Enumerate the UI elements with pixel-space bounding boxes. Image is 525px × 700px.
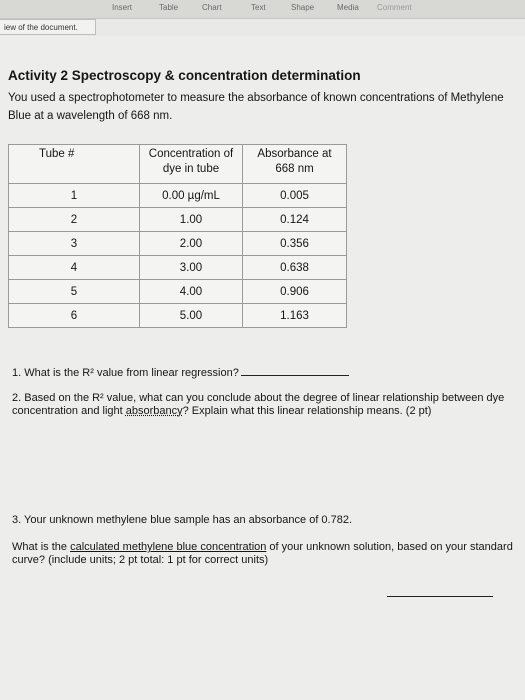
table-row <box>9 208 347 232</box>
question-2-text-b: ? Explain what this linear relationship means. (2 pt) <box>182 405 432 417</box>
cell-tube: 1 <box>9 184 140 208</box>
cell-absorbance: 0.124 <box>243 208 347 232</box>
toolbar-comment[interactable]: Comment <box>377 3 412 12</box>
view-banner: iew of the document. <box>0 19 96 35</box>
question-4-underlined: calculated methylene blue concentration <box>70 541 267 553</box>
data-table <box>8 144 347 328</box>
table-row <box>9 232 347 256</box>
table-row <box>9 256 347 280</box>
cell-concentration: 5.00 <box>140 304 243 328</box>
answer-blank-2[interactable] <box>387 596 493 597</box>
toolbar-table[interactable]: Table <box>159 3 179 12</box>
cell-concentration: 0.00 µg/mL <box>140 184 243 208</box>
cell-concentration: 2.00 <box>140 232 243 256</box>
header-absorbance-text: Absorbance at 668 nm <box>257 148 332 175</box>
question-3: 3. Your unknown methylene blue sample has an absorbance of 0.782. <box>12 514 353 526</box>
cell-tube: 4 <box>9 256 140 280</box>
table-header-row <box>9 145 347 184</box>
cell-tube: 6 <box>9 304 140 328</box>
question-4-text-b: of your unknown solution, based on your standard curve? (include units; 2 pt total: 1 pt for correct units) <box>12 541 513 566</box>
question-1-text: 1. What is the R² value from linear regression? <box>12 367 239 379</box>
header-concentration-text: Concentration of dye in tube <box>148 148 234 175</box>
activity-intro: You used a spectrophotometer to measure the absorbance of known concentrations of Methylene Blue at a wavelength of 668 nm. <box>8 92 504 122</box>
cell-absorbance: 1.163 <box>243 304 347 328</box>
header-concentration <box>140 145 243 184</box>
cell-absorbance: 0.638 <box>243 256 347 280</box>
activity-title: Activity 2 Spectroscopy & concentration determination <box>8 68 361 83</box>
cell-tube: 2 <box>9 208 140 232</box>
question-4-text-a: What is the <box>12 541 71 553</box>
question-2 <box>12 392 522 418</box>
toolbar-media[interactable]: Media <box>337 3 359 12</box>
toolbar <box>0 0 525 19</box>
cell-concentration: 3.00 <box>140 256 243 280</box>
table-row <box>9 280 347 304</box>
cell-absorbance: 0.005 <box>243 184 347 208</box>
table-row <box>9 184 347 208</box>
header-tube: Tube # <box>9 145 140 184</box>
toolbar-insert[interactable]: Insert <box>112 3 133 12</box>
question-4 <box>12 541 522 567</box>
cell-tube: 3 <box>9 232 140 256</box>
question-1 <box>12 365 512 380</box>
question-2-text-a: 2. Based on the R² value, what can you conclude about the degree of linear relationship between dye concentration and light <box>12 392 505 417</box>
cell-concentration: 4.00 <box>140 280 243 304</box>
cell-absorbance: 0.906 <box>243 280 347 304</box>
header-absorbance <box>243 145 347 184</box>
cell-tube: 5 <box>9 280 140 304</box>
answer-blank-1[interactable] <box>241 365 349 376</box>
toolbar-text[interactable]: Text <box>251 3 266 12</box>
cell-concentration: 1.00 <box>140 208 243 232</box>
toolbar-shape[interactable]: Shape <box>291 3 315 12</box>
table-row <box>9 304 347 328</box>
cell-absorbance: 0.356 <box>243 232 347 256</box>
spellcheck-word[interactable]: absorbancy <box>125 405 183 417</box>
document-page <box>0 36 525 700</box>
toolbar-chart[interactable]: Chart <box>202 3 222 12</box>
